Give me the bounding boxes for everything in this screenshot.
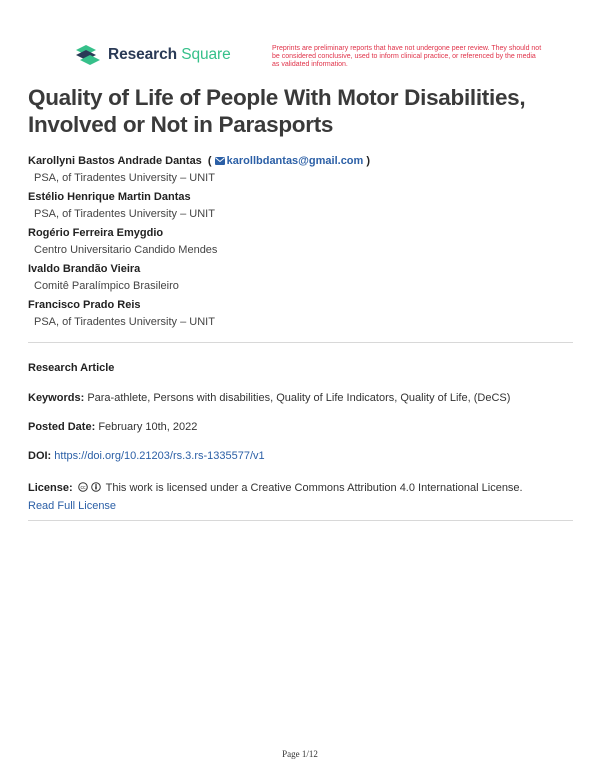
author-name <box>28 153 568 170</box>
section-divider <box>28 342 573 343</box>
read-full-license-link[interactable]: Read Full License <box>28 500 117 512</box>
author-name: Rogério Ferreira Emygdio <box>28 227 164 239</box>
author-affiliation: Centro Universitario Candido Mendes <box>34 244 218 256</box>
posted-date-label: Posted Date: <box>28 421 96 433</box>
keywords-value: Para-athlete, Persons with disabilities, Quality of Life Indicators, Quality of Life, (DeCS) <box>87 392 511 404</box>
paper-title: Quality of Life of People With Motor Disabilities, Involved or Not in Parasports <box>28 85 526 137</box>
author-list <box>28 153 568 333</box>
author-affiliation: PSA, of Tiradentes University – UNIT <box>34 208 215 220</box>
author-affiliation: PSA, of Tiradentes University – UNIT <box>34 316 215 328</box>
doi-label: DOI: <box>28 450 52 462</box>
posted-date-value: February 10th, 2022 <box>98 421 198 433</box>
keywords-line <box>28 392 510 404</box>
preprint-disclaimer: Preprints are preliminary reports that have not undergone peer review. They should not be considered conclusive, used to inform clinical practice, or referenced by the media as validated information. <box>272 45 542 69</box>
article-type: Research Article <box>28 362 115 374</box>
author-affiliation: Comitê Paralímpico Brasileiro <box>34 280 179 292</box>
logo-text <box>108 46 231 64</box>
posted-date-line <box>28 421 197 433</box>
logo-text-accent: Square <box>181 46 231 63</box>
keywords-label: Keywords: <box>28 392 85 404</box>
research-square-logo[interactable] <box>74 44 231 66</box>
doi-link[interactable]: https://doi.org/10.21203/rs.3.rs-1335577/v1 <box>54 450 265 462</box>
license-label: License: <box>28 482 73 494</box>
page-number: Page 1/12 <box>282 749 318 759</box>
svg-text:cc: cc <box>80 485 86 491</box>
email-wrapper: ( karollbdantas@gmail.com ) <box>204 155 371 167</box>
doi-line <box>28 450 265 462</box>
author-name: Estélio Henrique Martin Dantas <box>28 191 191 203</box>
author-name: Ivaldo Brandão Vieira <box>28 263 141 275</box>
logo-text-main: Research <box>108 46 177 63</box>
author-affiliation: PSA, of Tiradentes University – UNIT <box>34 172 215 184</box>
author-email-link[interactable]: karollbdantas@gmail.com <box>226 155 364 167</box>
research-square-logo-icon <box>74 44 102 66</box>
author-name: Francisco Prado Reis <box>28 299 141 311</box>
author-name-text: Karollyni Bastos Andrade Dantas <box>28 155 202 167</box>
section-divider <box>28 520 573 521</box>
license-text: This work is licensed under a Creative Commons Attribution 4.0 International License. <box>105 482 523 494</box>
license-line <box>28 480 573 515</box>
cc-icons <box>78 481 101 498</box>
attribution-icon <box>91 482 101 492</box>
envelope-icon <box>215 157 225 165</box>
creative-commons-icon <box>78 482 88 492</box>
